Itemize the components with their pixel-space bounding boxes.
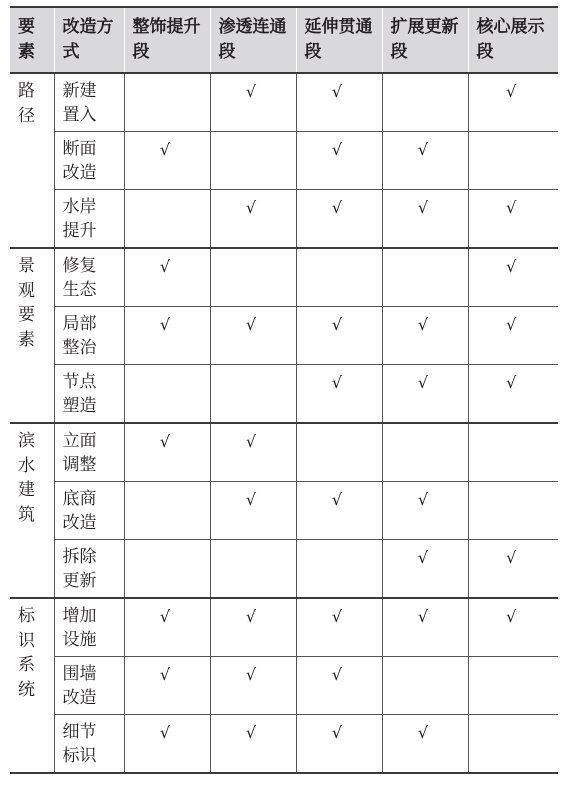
check-cell xyxy=(468,715,558,774)
check-mark-icon: √ xyxy=(331,82,343,101)
table-row xyxy=(10,132,558,190)
table-row xyxy=(10,540,558,599)
check-cell xyxy=(468,132,558,190)
check-cell xyxy=(468,190,558,249)
check-cell xyxy=(382,132,468,190)
check-cell xyxy=(382,190,468,249)
check-cell xyxy=(124,248,210,307)
check-cell xyxy=(468,365,558,424)
mode-cell: 细节 标识 xyxy=(54,715,124,774)
check-cell xyxy=(124,132,210,190)
table-row xyxy=(10,657,558,715)
mode-cell: 立面 调整 xyxy=(54,423,124,482)
check-mark-icon: √ xyxy=(417,373,429,392)
check-mark-icon: √ xyxy=(417,607,429,626)
check-cell xyxy=(382,715,468,774)
table-row xyxy=(10,715,558,774)
check-mark-icon: √ xyxy=(245,198,257,217)
check-mark-icon: √ xyxy=(159,432,171,451)
check-cell xyxy=(296,73,382,132)
check-mark-icon: √ xyxy=(331,198,343,217)
check-cell xyxy=(296,423,382,482)
mode-cell: 节点 塑造 xyxy=(54,365,124,424)
mode-cell: 底商 改造 xyxy=(54,482,124,540)
check-cell xyxy=(468,73,558,132)
header-segment: 延伸贯通段 xyxy=(296,7,382,73)
check-mark-icon: √ xyxy=(331,315,343,334)
mode-cell: 水岸 提升 xyxy=(54,190,124,249)
check-mark-icon: √ xyxy=(506,257,517,276)
check-mark-icon: √ xyxy=(506,198,517,217)
check-cell xyxy=(296,365,382,424)
table-row xyxy=(10,482,558,540)
check-cell xyxy=(210,73,296,132)
check-mark-icon: √ xyxy=(506,315,517,334)
check-mark-icon: √ xyxy=(331,665,343,684)
check-mark-icon: √ xyxy=(245,490,257,509)
element-cell: 景 观 要 素 xyxy=(10,248,54,423)
check-cell xyxy=(296,248,382,307)
check-mark-icon: √ xyxy=(331,723,343,742)
check-mark-icon: √ xyxy=(159,140,171,159)
check-mark-icon: √ xyxy=(331,490,343,509)
check-cell xyxy=(296,307,382,365)
check-cell xyxy=(468,657,558,715)
check-cell xyxy=(124,423,210,482)
check-cell xyxy=(210,365,296,424)
check-cell xyxy=(124,190,210,249)
check-mark-icon: √ xyxy=(159,723,171,742)
check-mark-icon: √ xyxy=(159,607,171,626)
check-cell xyxy=(382,248,468,307)
header-segment: 扩展更新段 xyxy=(382,7,468,73)
check-cell xyxy=(296,190,382,249)
check-cell xyxy=(210,715,296,774)
check-cell xyxy=(382,307,468,365)
check-cell xyxy=(296,598,382,657)
check-cell xyxy=(210,248,296,307)
check-mark-icon: √ xyxy=(245,665,257,684)
mode-cell: 增加 设施 xyxy=(54,598,124,657)
table-row xyxy=(10,248,558,307)
check-cell xyxy=(124,482,210,540)
check-cell xyxy=(296,482,382,540)
check-cell xyxy=(124,540,210,599)
check-cell xyxy=(124,365,210,424)
check-cell xyxy=(124,715,210,774)
check-cell xyxy=(210,307,296,365)
check-cell xyxy=(296,540,382,599)
check-cell xyxy=(382,482,468,540)
check-cell xyxy=(210,132,296,190)
check-mark-icon: √ xyxy=(506,548,517,567)
check-mark-icon: √ xyxy=(331,373,343,392)
element-cell: 滨 水 建 筑 xyxy=(10,423,54,598)
element-cell: 标 识 系 统 xyxy=(10,598,54,773)
check-cell xyxy=(382,73,468,132)
check-cell xyxy=(124,73,210,132)
check-cell xyxy=(124,657,210,715)
check-mark-icon: √ xyxy=(245,315,257,334)
header-segment: 整饰提升段 xyxy=(124,7,210,73)
table-row xyxy=(10,73,558,132)
check-cell xyxy=(382,598,468,657)
table-row xyxy=(10,423,558,482)
check-cell xyxy=(468,540,558,599)
check-cell xyxy=(468,423,558,482)
table-row xyxy=(10,190,558,249)
check-cell xyxy=(296,715,382,774)
mode-cell: 局部 整治 xyxy=(54,307,124,365)
check-mark-icon: √ xyxy=(506,82,517,101)
check-cell xyxy=(382,365,468,424)
table-body xyxy=(10,73,558,773)
check-cell xyxy=(210,657,296,715)
check-mark-icon: √ xyxy=(245,723,257,742)
check-cell xyxy=(296,657,382,715)
header-element: 要素 xyxy=(10,7,54,73)
check-cell xyxy=(468,248,558,307)
check-cell xyxy=(382,657,468,715)
check-cell xyxy=(210,190,296,249)
header-mode: 改造方式 xyxy=(54,7,124,73)
check-mark-icon: √ xyxy=(417,548,429,567)
check-mark-icon: √ xyxy=(506,373,517,392)
check-mark-icon: √ xyxy=(245,607,257,626)
table-row xyxy=(10,598,558,657)
check-cell xyxy=(468,482,558,540)
check-cell xyxy=(296,132,382,190)
check-mark-icon: √ xyxy=(245,82,257,101)
header-segment: 核心展示段 xyxy=(468,7,558,73)
check-mark-icon: √ xyxy=(417,723,429,742)
check-mark-icon: √ xyxy=(417,315,429,334)
mode-cell: 拆除 更新 xyxy=(54,540,124,599)
element-cell: 路 径 xyxy=(10,73,54,248)
check-cell xyxy=(210,540,296,599)
check-cell xyxy=(210,423,296,482)
renovation-table xyxy=(10,6,558,774)
mode-cell: 围墙 改造 xyxy=(54,657,124,715)
check-mark-icon: √ xyxy=(331,140,343,159)
mode-cell: 修复 生态 xyxy=(54,248,124,307)
check-mark-icon: √ xyxy=(159,315,171,334)
check-cell xyxy=(468,598,558,657)
check-mark-icon: √ xyxy=(159,665,171,684)
check-mark-icon: √ xyxy=(245,432,257,451)
check-mark-icon: √ xyxy=(331,607,343,626)
check-cell xyxy=(124,598,210,657)
table-row xyxy=(10,365,558,424)
check-cell xyxy=(124,307,210,365)
check-mark-icon: √ xyxy=(417,140,429,159)
check-mark-icon: √ xyxy=(417,198,429,217)
check-mark-icon: √ xyxy=(506,607,517,626)
check-cell xyxy=(382,540,468,599)
check-mark-icon: √ xyxy=(159,257,171,276)
check-cell xyxy=(468,307,558,365)
check-cell xyxy=(210,482,296,540)
header-segment: 渗透连通段 xyxy=(210,7,296,73)
check-cell xyxy=(210,598,296,657)
mode-cell: 新建 置入 xyxy=(54,73,124,132)
check-mark-icon: √ xyxy=(417,490,429,509)
header-row xyxy=(10,7,558,73)
mode-cell: 断面 改造 xyxy=(54,132,124,190)
check-cell xyxy=(382,423,468,482)
table-row xyxy=(10,307,558,365)
